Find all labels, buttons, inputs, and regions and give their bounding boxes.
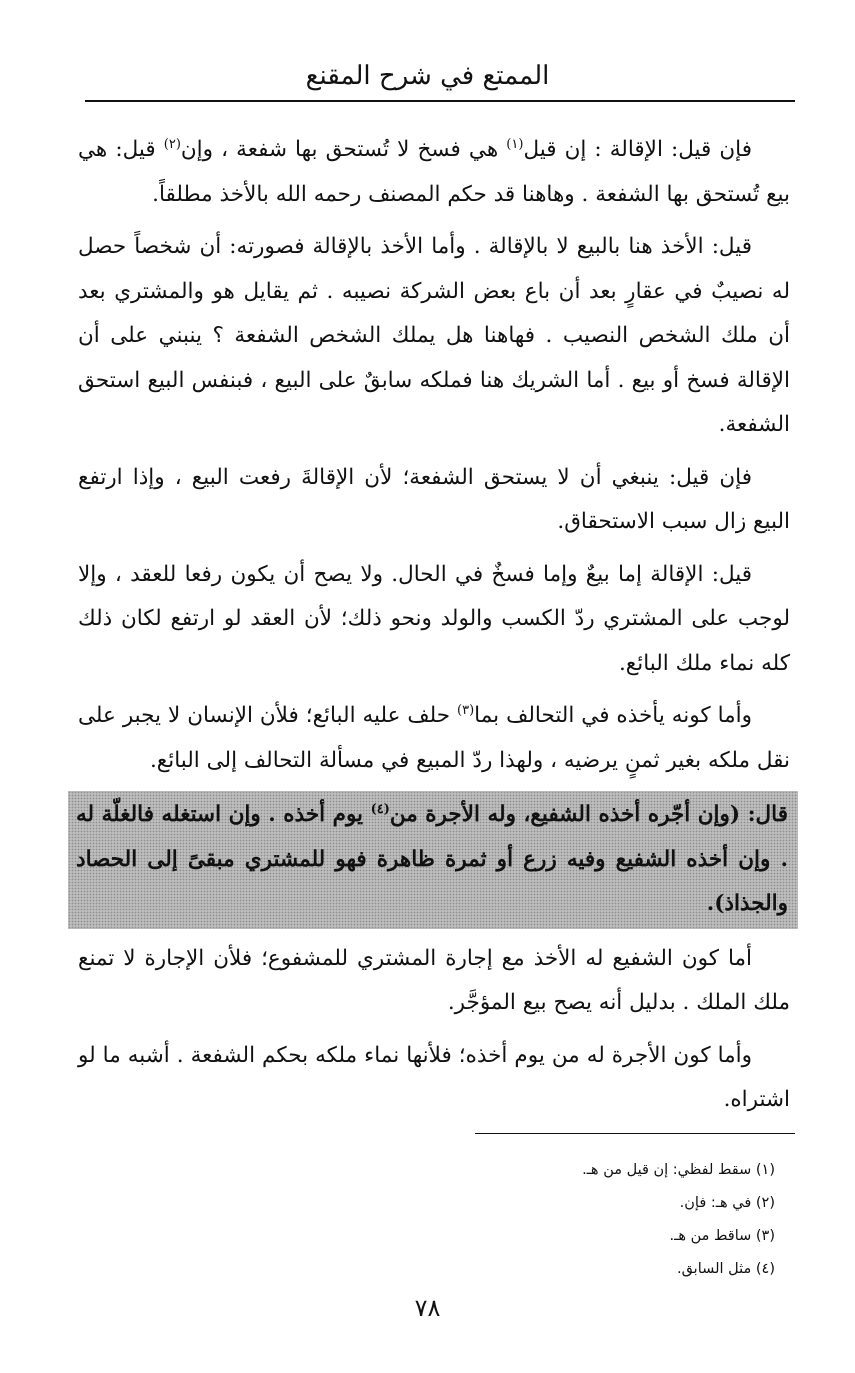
header-divider (85, 100, 795, 102)
text-run: وأما كون الأجرة له من يوم أخذه؛ فلأنها نماء ملكه بحكم الشفعة . أشبه ما لو اشتراه. (78, 1042, 790, 1112)
text-run: حلف عليه البائع؛ فلأن الإنسان لا يجبر على نقل ملكه بغير ثمنٍ يرضيه ، ولهذا ردّ المبيع في مسألة التحالف إلى البائع. (78, 703, 790, 773)
paragraph (78, 456, 790, 545)
footnote-divider (475, 1133, 795, 1134)
text-run: وأما كونه يأخذه في التحالف بما (474, 703, 752, 728)
footnote: (٢) في هـ: فإن. (679, 1195, 775, 1211)
text-run: فإن قيل: ينبغي أن لا يستحق الشفعة؛ لأن الإقالةَ رفعت البيع ، وإذا ارتفع البيع زال سبب الاستحقاق. (78, 464, 790, 534)
footnote-reference: (١) (506, 136, 524, 152)
footnote: (٣) ساقط من هـ. (669, 1228, 775, 1244)
footnote-reference: (٣) (457, 702, 475, 718)
paragraph (78, 694, 790, 783)
text-run: أما كون الشفيع له الأخذ مع إجارة المشتري للمشفوع؛ فلأن الإجارة لا تمنع ملك الملك . بدليل أنه يصح بيع المؤجَّر. (78, 945, 790, 1015)
footnote: (١) سقط لفظي: إن قيل من هـ. (582, 1162, 775, 1178)
text-run: قيل: هي بيع تُستحق بها الشفعة . وهاهنا قد حكم المصنف رحمه الله بالأخذ مطلقاً. (78, 137, 790, 207)
running-header-title: الممتع في شرح المقنع (305, 61, 550, 91)
text-run: قال: (وإن أجّره أخذه الشفيع، وله الأجرة من (389, 802, 788, 827)
paragraph (78, 128, 790, 217)
paragraph (78, 225, 790, 448)
page-number: ٧٨ (414, 1294, 441, 1322)
paragraph (78, 553, 790, 687)
text-run: قيل: الإقالة إما بيعٌ وإما فسخٌ في الحال. ولا يصح أن يكون رفعا للعقد ، وإلا لوجب على المشتري ردّ الكسب والولد ونحو ذلك؛ لأن العقد لو ارتفع لكان ذلك كله نماء ملك البائع. (78, 561, 790, 676)
footnote: (٤) مثل السابق. (676, 1261, 775, 1277)
footnotes (175, 1154, 775, 1286)
text-run: يوم أخذه . وإن استغله فالغلّة له . وإن أخذه الشفيع وفيه زرع أو ثمرة ظاهرة فهو للمشتري مبقىً إلى الحصاد والجذاذ). (76, 802, 788, 916)
text-run: هي فسخ لا تُستحق بها شفعة ، وإن (180, 137, 507, 162)
text-run: قيل: الأخذ هنا بالبيع لا بالإقالة . وأما الأخذ بالإقالة فصورته: أن شخصاً حصل له نصيبٌ في عقارٍ بعد أن باع بعض الشركة نصيبه . ثم يقايل هو والمشتري بعد أن ملك الشخص النصيب . فهاهنا هل يملك الشخص الشفعة ؟ ينبني على أن الإقالة فسخ أو بيع . أما الشريك هنا فملكه سابقٌ على البيع ، فبنفس البيع استحق الشفعة. (78, 234, 790, 437)
footnote-reference: (٤) (370, 801, 390, 817)
text-run: فإن قيل: الإقالة : إن قيل (523, 137, 753, 162)
quoted-matn-paragraph (68, 791, 798, 929)
paragraph (78, 1034, 790, 1123)
main-text (78, 128, 790, 1123)
paragraph (78, 937, 790, 1026)
footnote-reference: (٢) (163, 136, 181, 152)
